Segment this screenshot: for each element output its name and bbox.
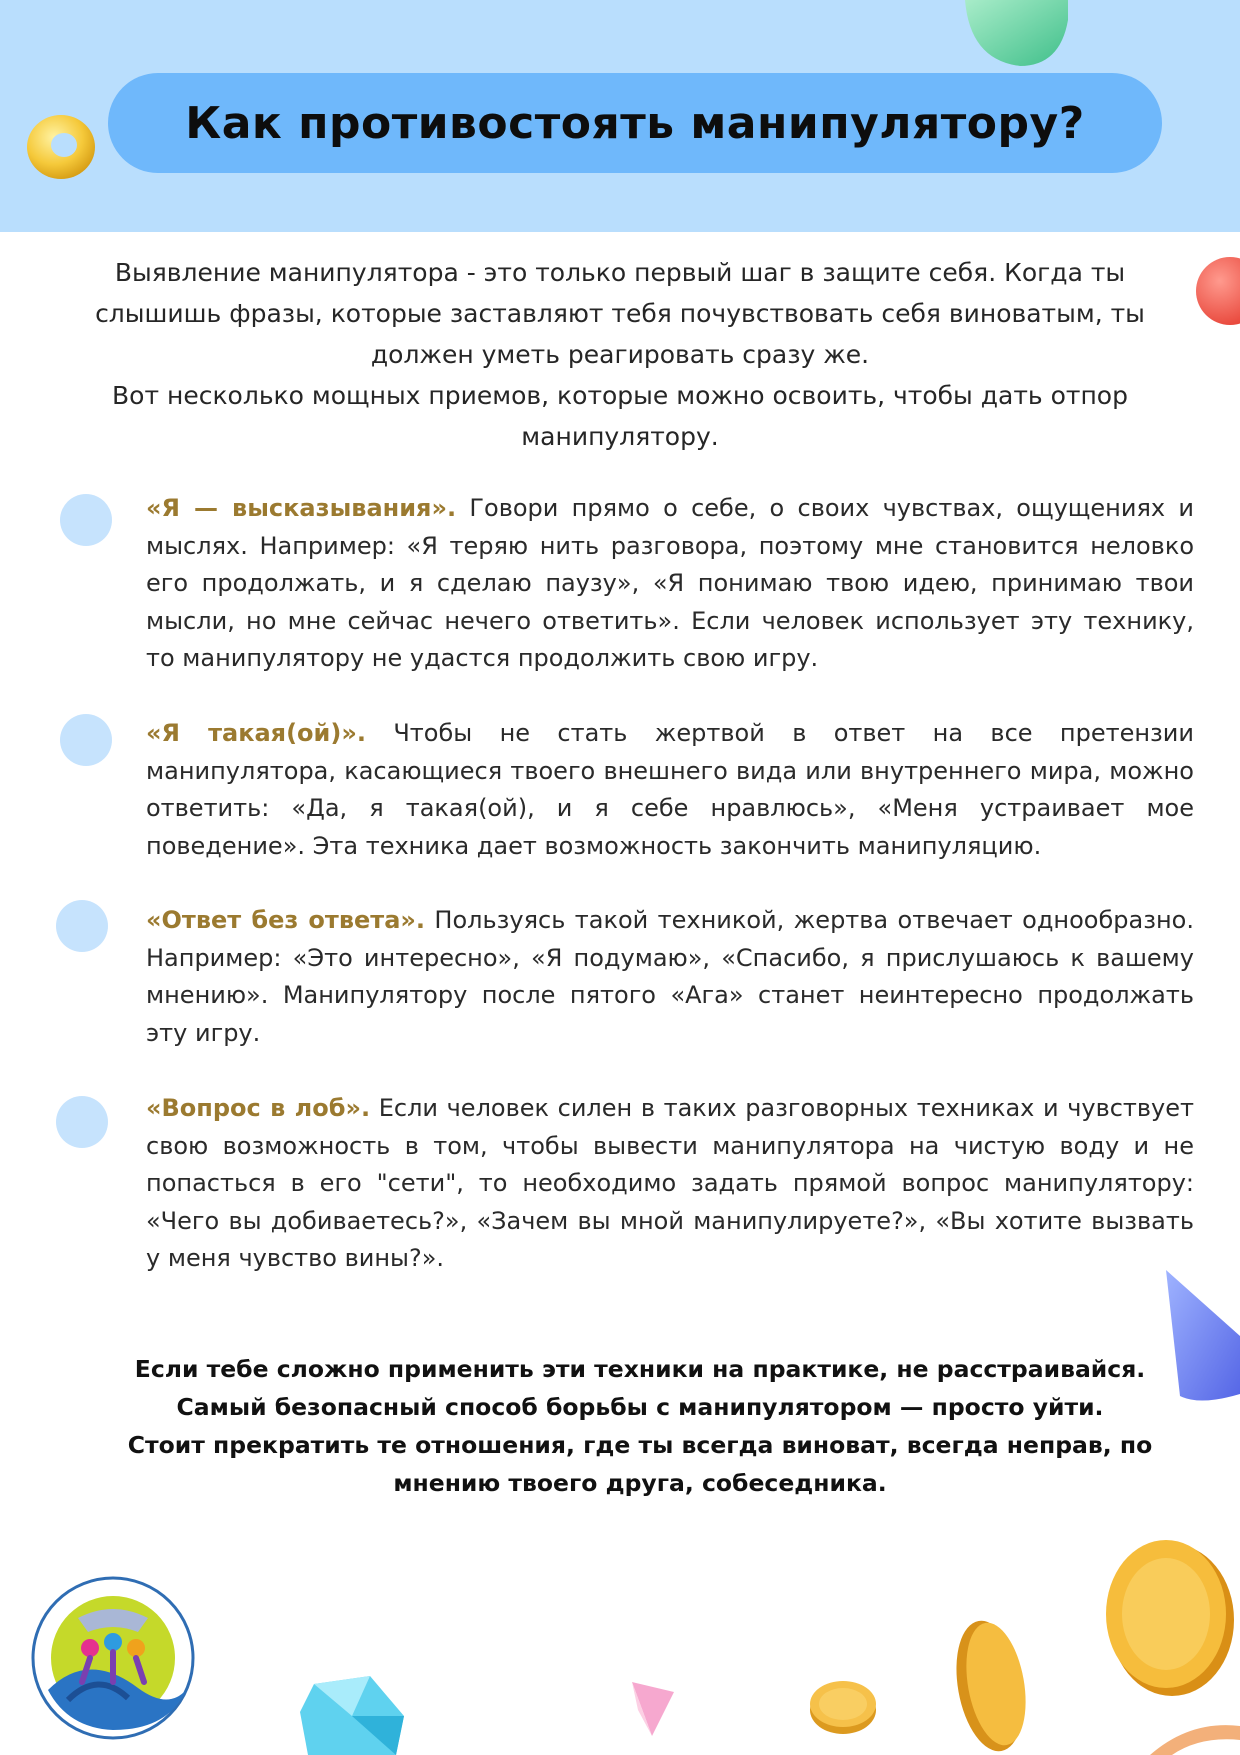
title-banner xyxy=(108,73,1162,173)
gold-coin-small-decoration xyxy=(808,1678,878,1736)
closing-line: Самый безопасный способ борьбы с манипулятором — просто уйти. xyxy=(176,1393,1104,1421)
green-hemisphere-decoration xyxy=(960,0,1070,70)
bullet-circle xyxy=(56,900,108,952)
technique-item xyxy=(146,1090,1194,1278)
peach-ring-decoration xyxy=(1150,1720,1240,1755)
cyan-gem-decoration xyxy=(300,1676,406,1755)
technique-text: Пользуясь такой техникой, жертва отвечает однообразно. Например: «Это интересно», «Я подумаю», «Спасибо, я прислушаюсь к вашему мнению». Манипулятору после пятого «Ага» станет неинтересно продолжать эту игру. xyxy=(146,906,1194,1047)
gold-coin-large-decoration xyxy=(1100,1530,1240,1700)
page-title: Как противостоять манипулятору? xyxy=(185,97,1085,149)
closing-line: Стоит прекратить те отношения, где ты всегда виноват, всегда неправ, по мнению твоего друга, собеседника. xyxy=(127,1431,1153,1497)
bullet-circle xyxy=(60,714,112,766)
closing-text xyxy=(120,1350,1160,1502)
gold-coin-tilted-decoration xyxy=(950,1616,1030,1755)
red-sphere-decoration xyxy=(1194,256,1240,326)
technique-text: Если человек силен в таких разговорных техниках и чувствует свою возможность в том, чтобы вывести манипулятора на чистую воду и не попасться в его "сети", то необходимо задать прямой вопрос манипулятору: «Чего вы добиваетесь?», «Зачем вы мной манипулируете?», «Вы хотите вызвать у меня чувство вины?». xyxy=(146,1094,1194,1272)
blue-cone-decoration xyxy=(1160,1266,1240,1402)
bullet-circle xyxy=(60,494,112,546)
organization-logo xyxy=(18,1570,208,1745)
technique-title: «Я — высказывания». xyxy=(146,494,457,522)
technique-title: «Ответ без ответа». xyxy=(146,906,426,934)
technique-item xyxy=(146,715,1194,865)
technique-item xyxy=(146,490,1194,678)
technique-item xyxy=(146,902,1194,1052)
pink-cone-decoration xyxy=(628,1680,676,1738)
intro-paragraph: Выявление манипулятора - это только первый шаг в защите себя. Когда ты слышишь фразы, которые заставляют тебя почувствовать себя виноватым, ты должен уметь реагировать сразу же. xyxy=(95,258,1145,369)
technique-title: «Вопрос в лоб». xyxy=(146,1094,371,1122)
technique-title: «Я такая(ой)». xyxy=(146,719,366,747)
intro-paragraph: Вот несколько мощных приемов, которые можно освоить, чтобы дать отпор манипулятору. xyxy=(112,381,1128,451)
closing-line: Если тебе сложно применить эти техники на практике, не расстраивайся. xyxy=(134,1355,1146,1383)
yellow-ring-decoration xyxy=(24,112,98,182)
technique-text: Говори прямо о себе, о своих чувствах, ощущениях и мыслях. Например: «Я теряю нить разговора, поэтому мне становится неловко его продолжать, и я сделаю паузу», «Я понимаю твою идею, принимаю твои мысли, но мне сейчас нечего ответить». Если человек использует эту технику, то манипулятору не удастся продолжить свою игру. xyxy=(146,494,1194,672)
bullet-circle xyxy=(56,1096,108,1148)
technique-text: Чтобы не стать жертвой в ответ на все претензии манипулятора, касающиеся твоего внешнего вида или внутреннего мира, можно ответить: «Да, я такая(ой), и я себе нравлюсь», «Меня устраивает мое поведение». Эта техника дает возможность закончить манипуляцию. xyxy=(146,719,1194,860)
intro-text xyxy=(92,252,1148,457)
